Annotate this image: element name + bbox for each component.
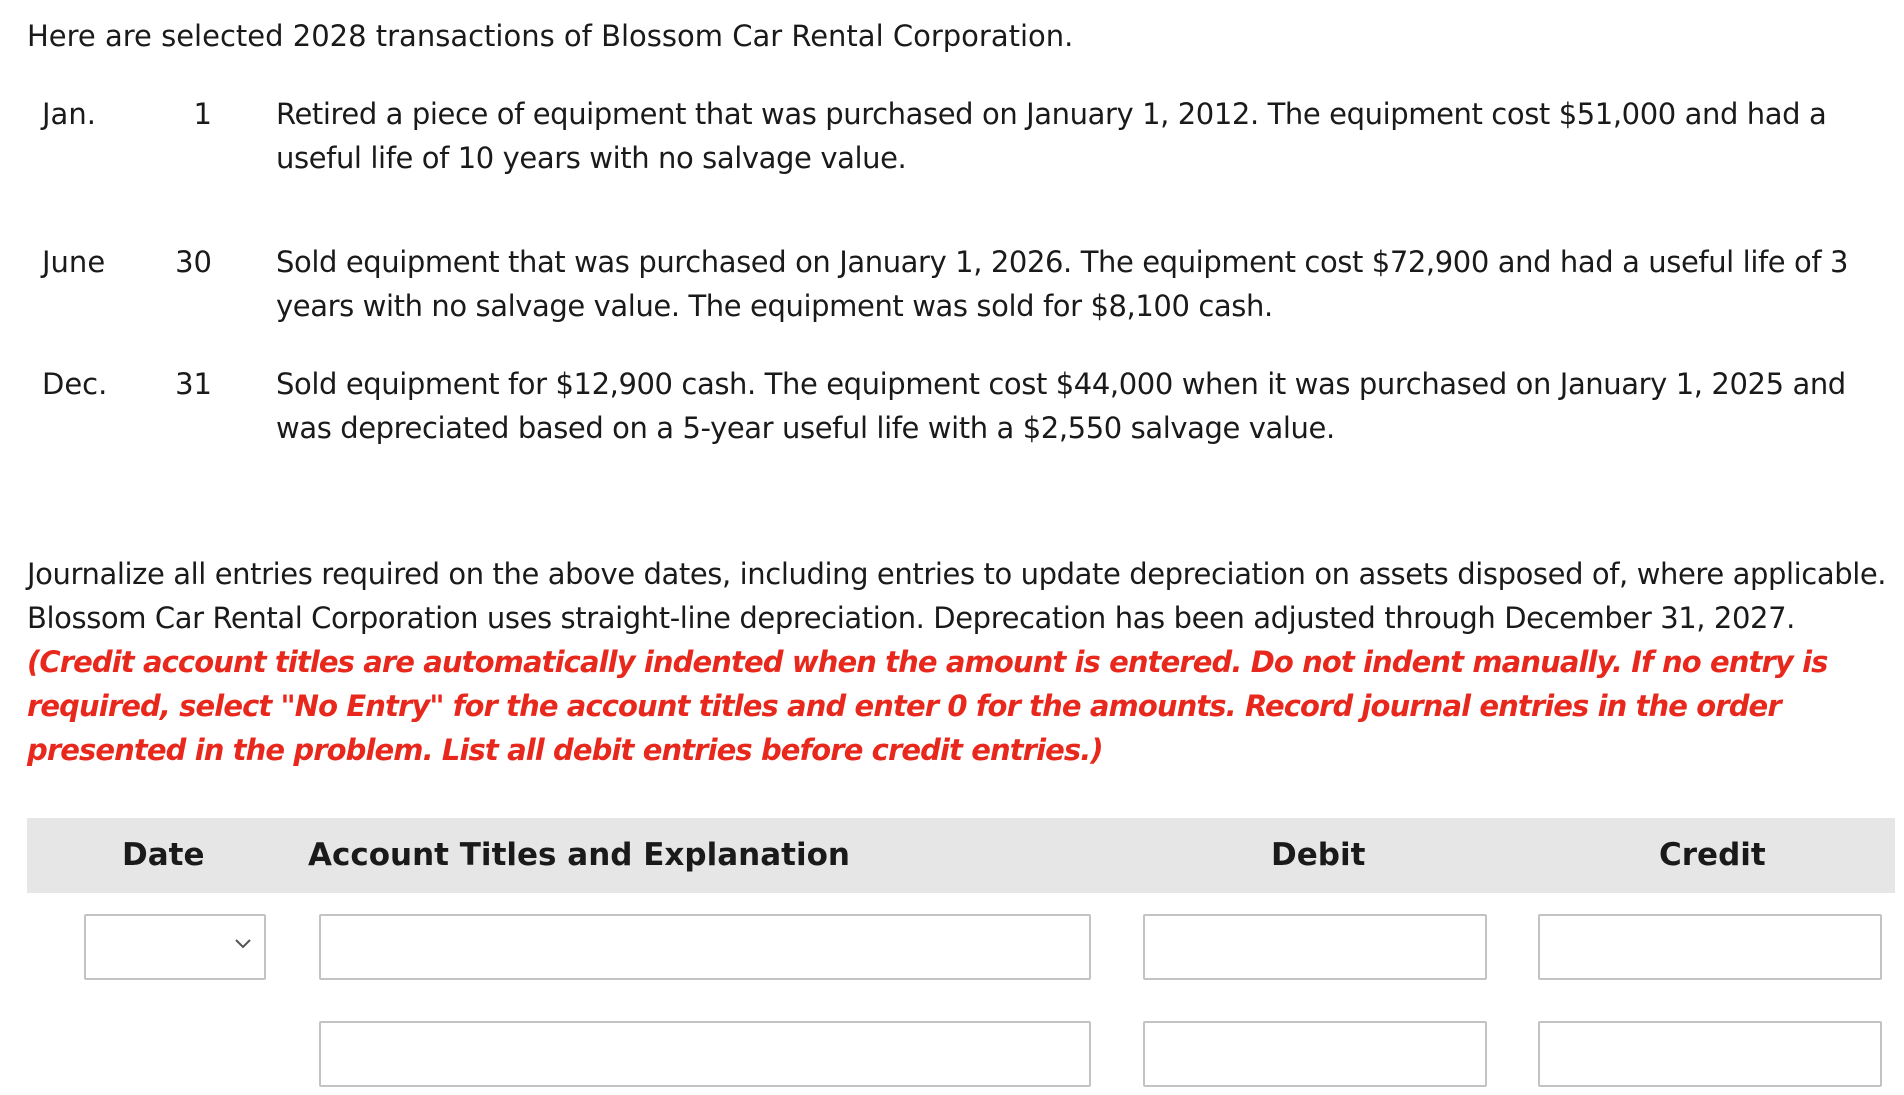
chevron-down-icon	[234, 938, 252, 950]
transaction-description: Retired a piece of equipment that was purchased on January 1, 2012. The equipment cost $51,000 and had a useful life of 10 years with no salvage value.	[276, 97, 1827, 175]
header-date: Date	[122, 837, 205, 873]
instructions-note: (Credit account titles are automatically indented when the amount is entered. Do not indent manually. If no entry is required, select "No Entry" for the account titles and enter 0 for the amounts. Record journal entries in the order presented in the problem. List all debit entries before credit entries.)	[27, 645, 1828, 767]
date-select[interactable]	[84, 914, 266, 980]
header-account-titles: Account Titles and Explanation	[308, 837, 850, 873]
transaction-month: June	[42, 245, 106, 279]
intro-text: Here are selected 2028 transactions of Blossom Car Rental Corporation.	[27, 19, 1074, 53]
transaction-day: 1	[193, 97, 212, 131]
account-title-input[interactable]	[319, 1021, 1091, 1087]
account-title-input[interactable]	[319, 914, 1091, 980]
credit-input[interactable]	[1538, 914, 1882, 980]
credit-input[interactable]	[1538, 1021, 1882, 1087]
journal-table-header	[27, 818, 1895, 893]
transaction-day: 31	[175, 367, 212, 401]
debit-input[interactable]	[1143, 914, 1487, 980]
instructions	[27, 552, 1887, 772]
instructions-text: Journalize all entries required on the above dates, including entries to update depreciation on assets disposed of, where applicable. Blossom Car Rental Corporation uses straight-line depreciation. Deprecation has been adjusted through December 31, 2027.	[27, 557, 1887, 635]
debit-input[interactable]	[1143, 1021, 1487, 1087]
transaction-month: Jan.	[42, 97, 96, 131]
transaction-day: 30	[175, 245, 212, 279]
header-credit: Credit	[1659, 837, 1766, 873]
transaction-description: Sold equipment that was purchased on January 1, 2026. The equipment cost $72,900 and had a useful life of 3 years with no salvage value. The equipment was sold for $8,100 cash.	[276, 245, 1849, 323]
transaction-month: Dec.	[42, 367, 108, 401]
header-debit: Debit	[1271, 837, 1366, 873]
transaction-description: Sold equipment for $12,900 cash. The equipment cost $44,000 when it was purchased on January 1, 2025 and was depreciated based on a 5-year useful life with a $2,550 salvage value.	[276, 367, 1846, 445]
